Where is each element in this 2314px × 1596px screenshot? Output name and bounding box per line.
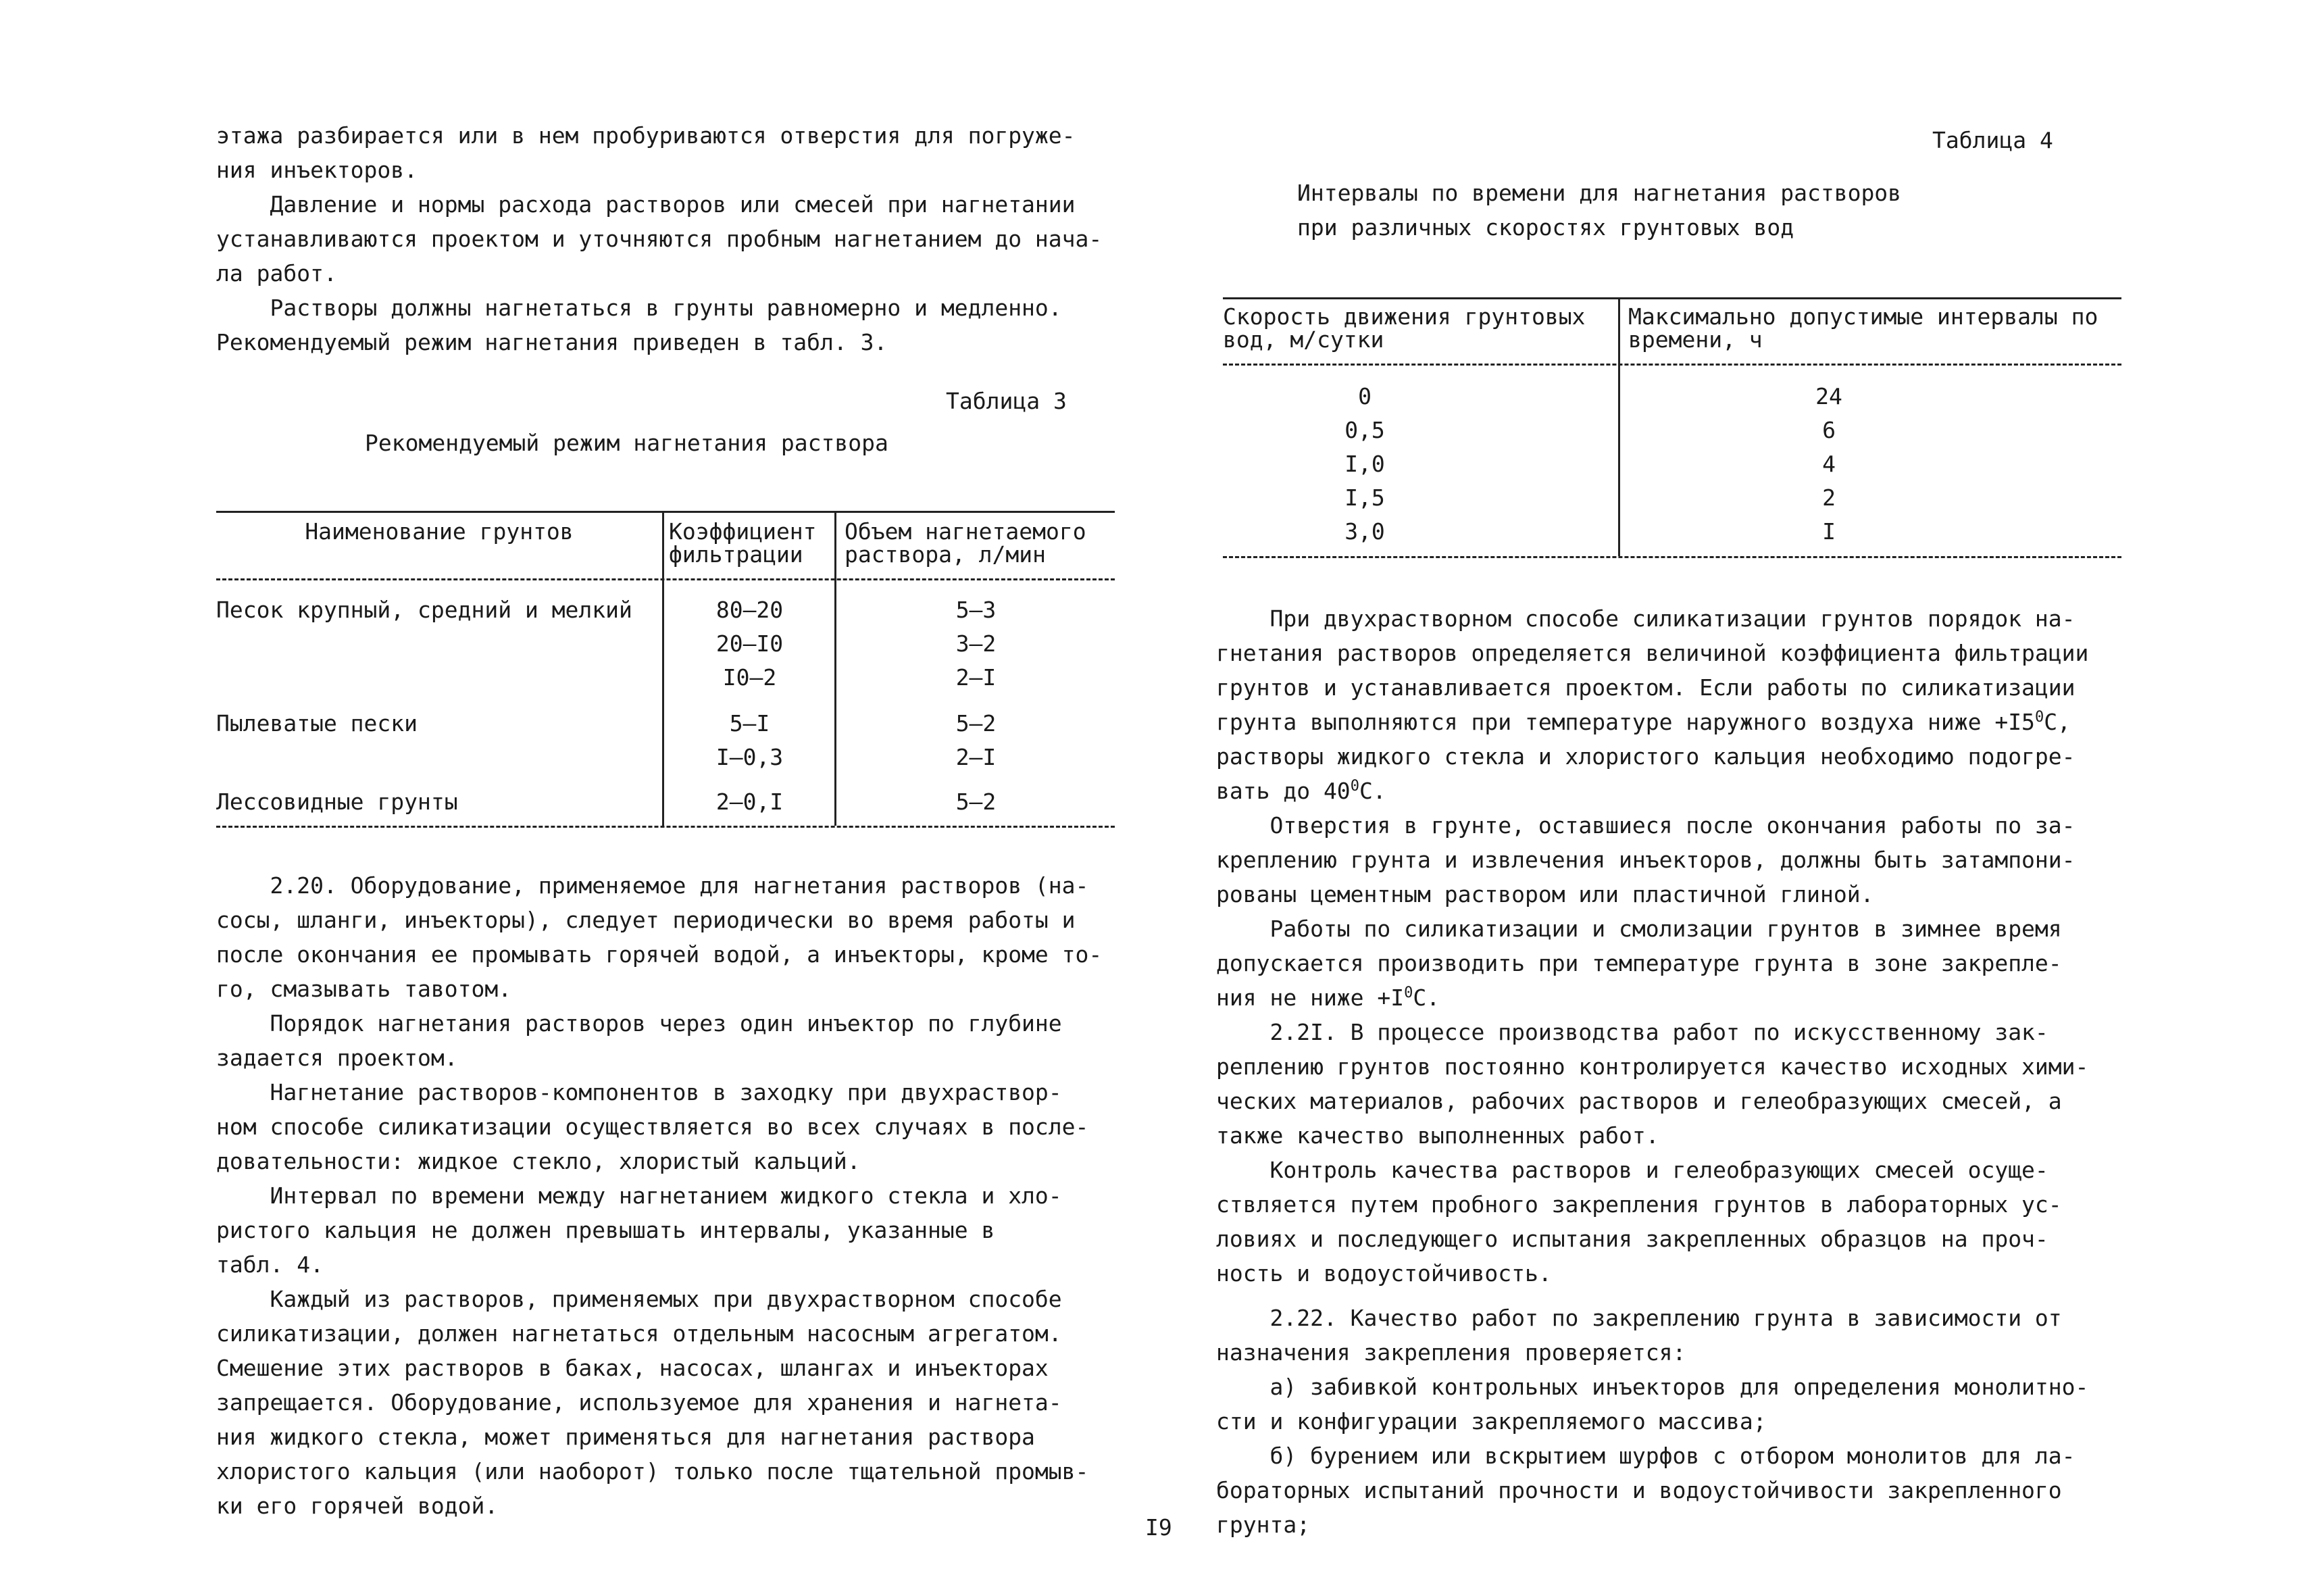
table3-coef: 80–20 [715, 597, 784, 623]
table3-volume: 5–2 [955, 710, 997, 737]
table-rule [216, 578, 1115, 580]
text-line: сти и конфигурации закрепляемого массива; [1216, 1408, 1767, 1435]
table4-interval: 6 [1822, 417, 1836, 443]
table3-coef: 20–I0 [715, 630, 784, 657]
text-line: грунтов и устанавливается проектом. Если работы по силикатизации [1216, 674, 2076, 701]
table4-speed: 0,5 [1344, 417, 1385, 443]
superscript: 0 [1404, 984, 1413, 1001]
table3-volume: 5–3 [955, 597, 997, 623]
text-line: 2.20. Оборудование, применяемое для нагнетания растворов (на- [216, 872, 1089, 899]
table4-speed: I,5 [1344, 484, 1385, 511]
text-line: При двухрастворном способе силикатизации грунтов порядок на- [1216, 605, 2076, 632]
text-line: Интервал по времени между нагнетанием жидкого стекла и хло- [216, 1182, 1062, 1209]
superscript: 0 [1350, 778, 1359, 795]
table4-speed: 3,0 [1344, 518, 1385, 545]
text-line: задается проектом. [216, 1045, 458, 1071]
text-line: ния инъекторов. [216, 157, 418, 183]
table3-soil-name: Песок крупный, средний и мелкий [216, 597, 632, 623]
table3-title: Рекомендуемый режим нагнетания раствора [365, 430, 888, 456]
text-line: ловиях и последующего испытания закрепленных образцов на проч- [1216, 1226, 2048, 1252]
text-line: Порядок нагнетания растворов через один инъектор по глубине [216, 1010, 1062, 1037]
text-line: ния жидкого стекла, может применяться для нагнетания раствора [216, 1424, 1035, 1450]
text-line: 2.2I. В процессе производства работ по искусственному зак- [1216, 1019, 2048, 1045]
text-line: 2.22. Качество работ по закреплению грунта в зависимости от [1216, 1305, 2062, 1331]
table3-volume: 5–2 [955, 789, 997, 815]
text-line: сосы, шланги, инъекторы), следует периодически во время работы и [216, 907, 1076, 933]
text-line: запрещается. Оборудование, используемое для хранения и нагнета- [216, 1389, 1062, 1416]
table3-volume: 2–I [955, 744, 997, 770]
text-line: ность и водоустойчивость. [1216, 1260, 1552, 1287]
table4-interval: 24 [1815, 383, 1842, 409]
superscript: 0 [2034, 709, 2044, 726]
text-line: Давление и нормы расхода растворов или смесей при нагнетании [216, 191, 1076, 218]
table-rule [216, 826, 1115, 828]
text-line: Работы по силикатизации и смолизации грунтов в зимнее время [1216, 916, 2062, 942]
text-line [1216, 980, 1440, 1015]
table3-header-volume: Объем нагнетаемого раствора, л/мин [845, 518, 1086, 568]
text-line: ла работ. [216, 260, 337, 286]
text-fragment: грунта выполняются при температуре наружного воздуха ниже +I5 [1216, 709, 2035, 735]
table3-volume: 3–2 [955, 630, 997, 657]
table-rule [1223, 364, 2121, 366]
text-line: бораторных испытаний прочности и водоустойчивости закрепленного [1216, 1477, 2062, 1503]
table3-header-soil: Наименование грунтов [305, 518, 574, 545]
text-line: после окончания ее промывать горячей водой, а инъекторы, кроме то- [216, 941, 1103, 968]
table4-interval: I [1822, 518, 1836, 545]
text-fragment: С. [1413, 984, 1440, 1011]
table3-header-coef: Коэффициент фильтрации [669, 518, 817, 568]
text-line: Нагнетание растворов-компонентов в заходку при двухраствор- [216, 1079, 1062, 1105]
table4-title-line1: Интервалы по времени для нагнетания растворов [1297, 180, 1902, 206]
table4-interval: 4 [1822, 451, 1836, 477]
table4-interval: 2 [1822, 484, 1836, 511]
text-fragment: ния не ниже +I [1216, 984, 1405, 1011]
table4-title-line2: при различных скоростях грунтовых вод [1297, 214, 1794, 241]
text-fragment: вать до 40 [1216, 778, 1351, 804]
text-line: Каждый из растворов, применяемых при двухрастворном способе [216, 1286, 1062, 1312]
text-line: ном способе силикатизации осуществляется во всех случаях в после- [216, 1114, 1089, 1140]
text-line: этажа разбирается или в нем пробуриваются отверстия для погруже- [216, 122, 1076, 149]
table4-label: Таблица 4 [1932, 127, 2053, 153]
table3-volume: 2–I [955, 664, 997, 691]
table3-label: Таблица 3 [946, 388, 1067, 414]
table-rule [216, 511, 1115, 513]
text-line: грунта; [1216, 1512, 1311, 1538]
text-line: Растворы должны нагнетаться в грунты равномерно и медленно. [216, 295, 1062, 321]
text-line: назначения закрепления проверяется: [1216, 1339, 1686, 1366]
text-line: Смешение этих растворов в баках, насосах, шлангах и инъекторах [216, 1355, 1049, 1381]
text-line: Контроль качества растворов и гелеобразующих смесей осуще- [1216, 1157, 2048, 1183]
text-line: б) бурением или вскрытием шурфов с отбором монолитов для ла- [1216, 1443, 2076, 1469]
text-line [1216, 774, 1386, 808]
text-line: Рекомендуемый режим нагнетания приведен в табл. 3. [216, 329, 888, 355]
text-line: довательности: жидкое стекло, хлористый кальций. [216, 1148, 861, 1174]
text-line: креплению грунта и извлечения инъекторов, должны быть затампони- [1216, 847, 2076, 873]
table4-header-interval: Максимально допустимые интервалы по времени, ч [1628, 303, 2098, 353]
text-line: также качество выполненных работ. [1216, 1122, 1659, 1149]
text-line: гнетания растворов определяется величиной коэффициента фильтрации [1216, 640, 2089, 666]
text-line: го, смазывать тавотом. [216, 976, 512, 1002]
page-number: I9 [1145, 1514, 1172, 1541]
table4-speed: I,0 [1344, 451, 1385, 477]
text-line: а) забивкой контрольных инъекторов для определения монолитно- [1216, 1374, 2089, 1400]
text-line: силикатизации, должен нагнетаться отдельным насосным агрегатом. [216, 1320, 1062, 1347]
text-line: ствляется путем пробного закрепления грунтов в лабораторных ус- [1216, 1191, 2062, 1218]
table4-header-speed: Скорость движения грунтовых вод, м/сутки [1223, 303, 1586, 353]
text-line: растворы жидкого стекла и хлористого кальция необходимо подогре- [1216, 743, 2076, 770]
table3-soil-name: Лессовидные грунты [216, 789, 458, 815]
table3-coef: I–0,3 [715, 744, 784, 770]
text-line: Отверстия в грунте, оставшиеся после окончания работы по за- [1216, 812, 2076, 839]
table-rule [1223, 556, 2121, 558]
text-line [1216, 705, 2071, 739]
table-rule [1223, 297, 2121, 299]
table4-speed: 0 [1358, 383, 1372, 409]
text-fragment: С, [2044, 709, 2071, 735]
text-line: хлористого кальция (или наоборот) только после тщательной промыв- [216, 1458, 1089, 1485]
text-line: допускается производить при температуре грунта в зоне закрепле- [1216, 950, 2062, 976]
table3-coef: I0–2 [722, 664, 777, 691]
table3-soil-name: Пылеватые пески [216, 710, 418, 737]
text-line: ческих материалов, рабочих растворов и гелеобразующих смесей, а [1216, 1088, 2062, 1114]
text-line: устанавливаются проектом и уточняются пробным нагнетанием до нача- [216, 226, 1103, 252]
table3-coef: 5–I [729, 710, 770, 737]
text-line: табл. 4. [216, 1251, 324, 1278]
text-line: рованы цементным раствором или пластичной глиной. [1216, 881, 1874, 907]
table3-coef: 2–0,I [715, 789, 784, 815]
text-line: ки его горячей водой. [216, 1493, 499, 1519]
text-line: реплению грунтов постоянно контролируется качество исходных хими- [1216, 1053, 2089, 1080]
text-fragment: С. [1359, 778, 1386, 804]
text-line: ристого кальция не должен превышать интервалы, указанные в [216, 1217, 995, 1243]
